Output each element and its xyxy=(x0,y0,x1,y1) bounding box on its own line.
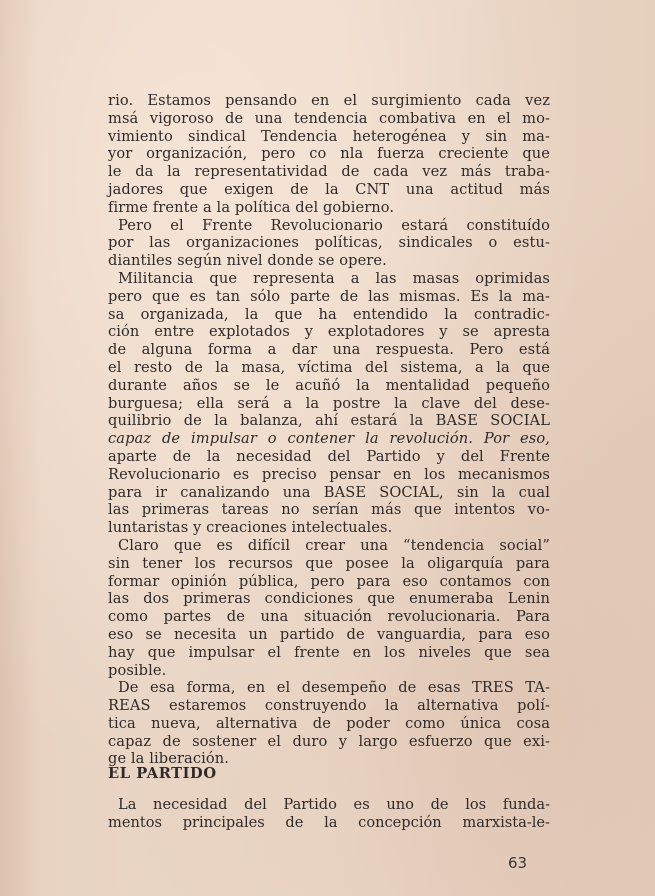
text-line: quilibrio de la balanza, ahí estará la BASE SOCIAL xyxy=(108,412,550,430)
text-line: eso se necesita un partido de vanguardia, para eso xyxy=(108,625,550,643)
body-text xyxy=(108,92,550,768)
text-line: le da la representatividad de cada vez más traba- xyxy=(108,163,550,181)
text-line: capaz de impulsar o contener la revolución. Por eso, xyxy=(108,430,550,448)
text-line: por las organizaciones políticas, sindicales o estu- xyxy=(108,234,550,252)
text-line: formar opinión pública, pero para eso contamos con xyxy=(108,572,550,590)
paragraph xyxy=(108,92,550,217)
closing-paragraph xyxy=(108,796,550,832)
text-line: hay que impulsar el frente en los niveles que sea xyxy=(108,643,550,661)
paragraph xyxy=(108,679,550,768)
text-line: aparte de la necesidad del Partido y del Frente xyxy=(108,447,550,465)
text-line: el resto de la masa, víctima del sistema, a la que xyxy=(108,358,550,376)
text-line: Revolucionario es preciso pensar en los mecanismos xyxy=(108,465,550,483)
text-line: ción entre explotados y explotadores y se apresta xyxy=(108,323,550,341)
text-line: De esa forma, en el desempeño de esas TRES TA- xyxy=(118,679,550,697)
text-line: rio. Estamos pensando en el surgimiento cada vez xyxy=(108,92,550,109)
text-line: capaz de sostener el duro y largo esfuerzo que exi- xyxy=(108,732,550,750)
text-line: yor organización, pero co nla fuerza creciente que xyxy=(108,145,550,163)
text-line: vimiento sindical Tendencia heterogénea y sin ma- xyxy=(108,127,550,145)
text-line: durante años se le acuñó la mentalidad pequeño xyxy=(108,376,550,394)
text-line: las dos primeras condiciones que enumeraba Lenin xyxy=(108,590,550,608)
text-line: mentos principales de la concepción marxista-le- xyxy=(108,813,550,831)
text-line: burguesa; ella será a la postre la clave del dese- xyxy=(108,394,550,412)
section-heading: EL PARTIDO xyxy=(108,765,217,782)
paragraph xyxy=(108,537,550,679)
text-line: firme frente a la política del gobierno. xyxy=(108,198,395,216)
text-line: pero que es tan sólo parte de las mismas. Es la ma- xyxy=(108,287,550,305)
page-number: 63 xyxy=(508,854,528,872)
text-line: Claro que es difícil crear una “tendencia social” xyxy=(118,536,550,554)
text-line: REAS estaremos construyendo la alternativa polí- xyxy=(108,697,550,715)
text-line: sin tener los recursos que posee la oligarquía para xyxy=(108,554,550,572)
text-line: Militancia que representa a las masas oprimidas xyxy=(118,269,550,287)
text-line: La necesidad del Partido es uno de los funda- xyxy=(118,796,550,813)
text-line: luntaristas y creaciones intelectuales. xyxy=(108,519,393,537)
paragraph xyxy=(108,270,550,537)
text-line: tica nueva, alternativa de poder como única cosa xyxy=(108,714,550,732)
text-line: Pero el Frente Revolucionario estará constituído xyxy=(118,216,550,234)
text-line: de alguna forma a dar una respuesta. Pero está xyxy=(108,341,550,359)
text-line: como partes de una situación revolucionaria. Para xyxy=(108,608,550,626)
text-line: ge la liberación. xyxy=(108,750,229,768)
text-line: diantiles según nivel donde se opere. xyxy=(108,252,387,270)
text-line: jadores que exigen de la CNT una actitud más xyxy=(108,180,550,198)
paragraph xyxy=(108,217,550,270)
text-line: posible. xyxy=(108,661,167,679)
text-line: sa organizada, la que ha entendido la contradic- xyxy=(108,305,550,323)
text-line: para ir canalizando una BASE SOCIAL, sin la cual xyxy=(108,483,550,501)
text-line: msá vigoroso de una tendencia combativa en el mo- xyxy=(108,109,550,127)
text-line: las primeras tareas no serían más que intentos vo- xyxy=(108,501,550,519)
